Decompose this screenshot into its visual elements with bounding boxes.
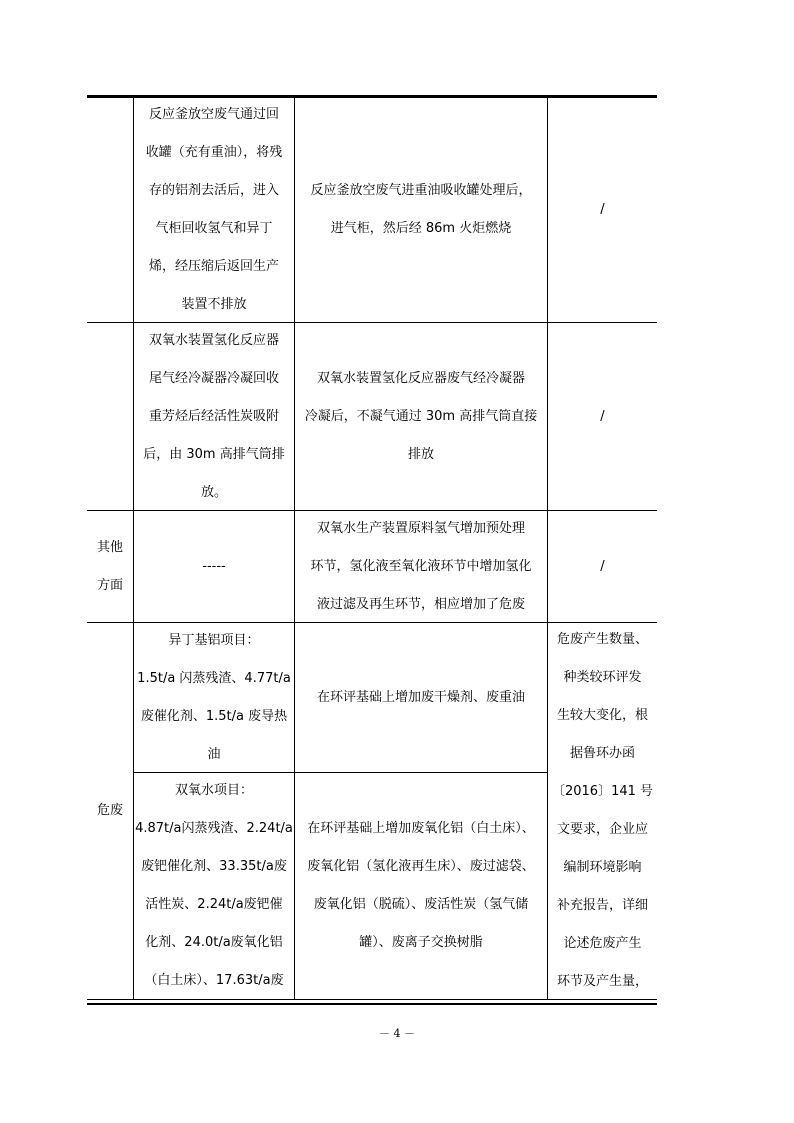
table-row-2-actual: 双氧水装置氢化反应器废气经冷凝器 冷凝后，不凝气通过 30m 高排气筒直接 排放 xyxy=(304,370,538,462)
table-row-4-actual: 在环评基础上增加废干燥剂、废重油 xyxy=(316,689,525,705)
table-row-4-category: 危废 xyxy=(96,803,123,818)
table-row-5-actual: 在环评基础上增加废氧化铝（白土床）、 废氧化铝（氢化液再生床）、废过滤袋、 废氧化铝（脱硫）、废活性炭（氢气储 罐）、废离子交换树脂 xyxy=(307,821,535,950)
table-row-3-category: 其他 方面 xyxy=(96,539,123,593)
table-row-4-note: 危废产生数量、 种类较环评发 生较大变化，根 据鲁环办函 〔2016〕141 号 文要求，企业应 编制环境影响 补充报告，详细 论述危废产生 环节及产生量， xyxy=(551,632,654,989)
table-row-2-category xyxy=(87,323,133,510)
table-row-3-original: ----- xyxy=(202,558,226,574)
table-row-1-actual: 反应釜放空废气进重油吸收罐处理后， 进气柜，然后经 86m 火炬燃烧 xyxy=(310,183,532,236)
table-row-2-note: / xyxy=(600,408,605,424)
page-number: － 4 － xyxy=(379,1027,415,1040)
table-bottom-rule xyxy=(87,999,657,1000)
table-row-3-actual: 双氧水生产装置原料氢气增加预处理 环节，氢化液至氧化液环节中增加氢化 液过滤及再生环节，相应增加了危废 xyxy=(310,520,532,612)
table-row-3-note: / xyxy=(600,558,605,574)
table-row-5-original: 双氧水项目： 4.87t/a闪蒸残渣、2.24t/a 废钯催化剂、33.35t/a废 活性炭、2.24t/a废钯催 化剂、24.0t/a废氧化铝 （白土床）、17.63t/a废 xyxy=(135,783,293,988)
table-bottom-rule xyxy=(87,1003,657,1005)
table-row-1-category xyxy=(87,98,133,322)
table-row-2-original: 双氧水装置氢化反应器 尾气经冷凝器冷凝回收 重芳烃后经活性炭吸附 后，由 30m 高排气筒排 放。 xyxy=(143,332,285,500)
table-row-1-note: / xyxy=(600,202,605,217)
table-row-1-original: 反应釜放空废气通过回 收罐（充有重油），将残 存的铝剂去活后，进入 气柜回收氢气和异丁 烯，经压缩后返回生产 装置不排放 xyxy=(145,107,283,312)
table-row-4-original: 异丁基铝项目： 1.5t/a 闪蒸残渣、4.77t/a 废催化剂、1.5t/a 废导热 油 xyxy=(137,632,291,762)
